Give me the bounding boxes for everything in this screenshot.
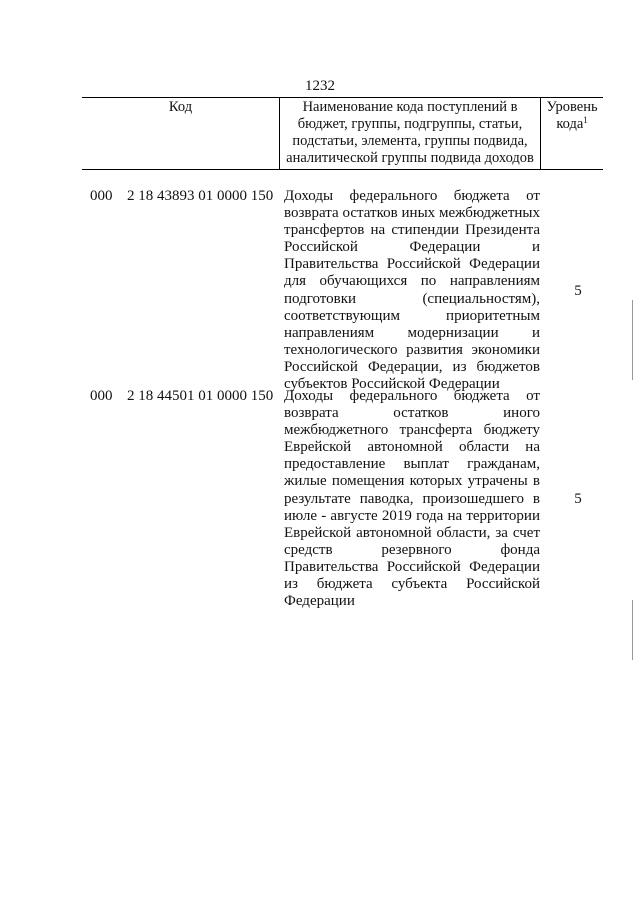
income-description: Доходы федерального бюджета от возврата остатков иного межбюджетного трансферта бюджету Еврейской автономной области на предоставление выплат гражданам, жилые помещения которых утрачены в результате паводка, произошедшего в июле - августе 2019 года на территории Еврейской автономной области, за счет средств резервного фонда Правительства Российской Федерации из бюджета субъекта Российской Федерации (284, 388, 540, 610)
table-row (0, 188, 640, 393)
header-level-label: Уровень кода (546, 99, 598, 132)
page-number: 1232 (305, 78, 335, 94)
header-name: Наименование кода поступлений в бюджет, группы, подгруппы, статьи, подстатьи, элемента, группы подвида, аналитической группы подвида доходов (279, 98, 540, 170)
table-row (0, 388, 640, 608)
code-level: 5 (574, 491, 582, 507)
income-description: Доходы федерального бюджета от возврата остатков иных межбюджетных трансфертов на стипендии Президента Российской Федерации и Правительства Российской Федерации для обучающихся по направлениям подготовки (специальностям), соответствующим приоритетным направлениям модернизации и технологического развития экономики Российской Федерации, из бюджетов субъектов Российской Федерации (284, 188, 540, 393)
income-code: 2 18 43893 01 0000 150 (127, 188, 274, 204)
table-header (82, 97, 603, 170)
income-code: 2 18 44501 01 0000 150 (127, 388, 274, 404)
header-level (541, 98, 603, 170)
header-code: Код (82, 98, 279, 170)
footnote-marker: 1 (583, 115, 588, 125)
scan-edge-mark (632, 600, 633, 660)
code-level: 5 (574, 283, 582, 299)
scan-edge-mark (632, 300, 633, 380)
admin-code: 000 (90, 388, 113, 404)
admin-code: 000 (90, 188, 113, 204)
